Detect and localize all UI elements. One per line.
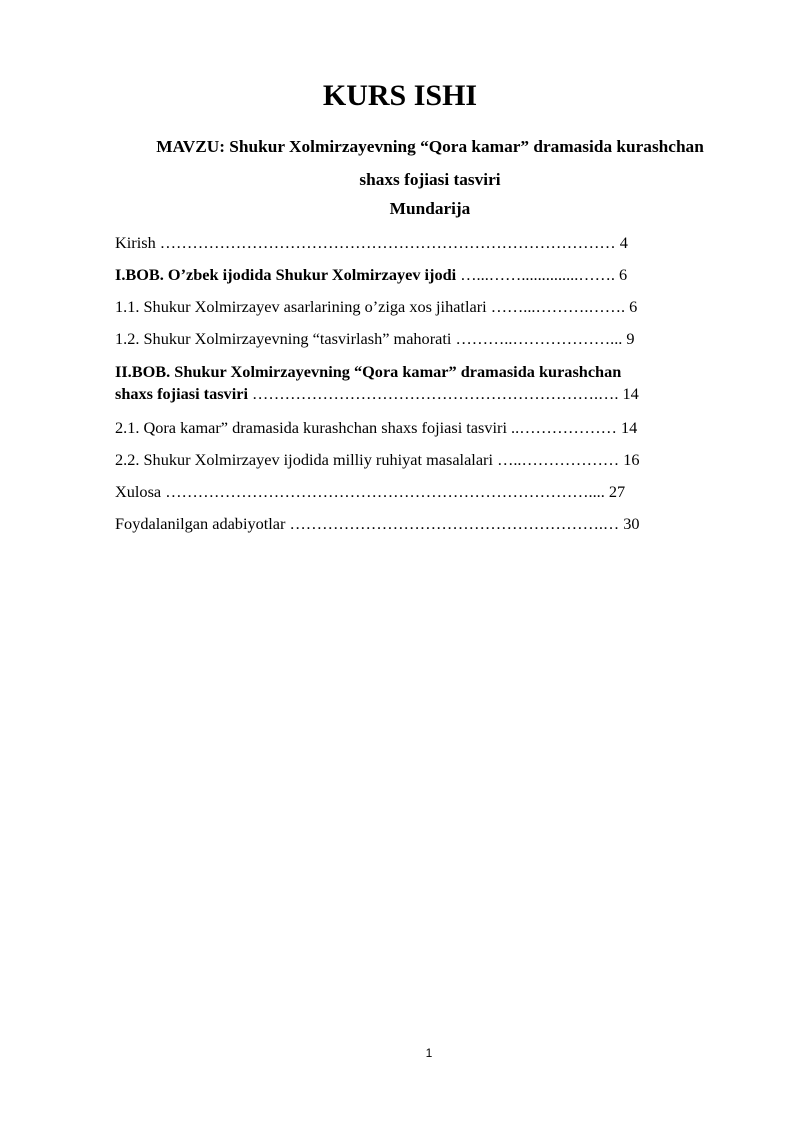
toc-entry-2-2: 2.2. Shukur Xolmirzayev ijodida milliy ruhiyat masalalari …..……………… 16 <box>115 450 640 469</box>
toc-entry-chapter-2-title-line-2: shaxs fojiasi tasviri <box>115 384 248 403</box>
toc-entry-2-1: 2.1. Qora kamar” dramasida kurashchan shaxs fojiasi tasviri ..……………… 14 <box>115 418 638 437</box>
subject-line-1: MAVZU: Shukur Xolmirzayevning “Qora kamar” dramasida kurashchan <box>156 137 704 156</box>
toc-entry-chapter-2-title-line-1: II.BOB. Shukur Xolmirzayevning “Qora kamar” dramasida kurashchan <box>115 362 622 381</box>
table-of-contents <box>115 230 725 543</box>
page-number: 1 <box>425 1046 433 1060</box>
toc-entry-references: Foydalanilgan adabiyotlar ………………………………………………….… 30 <box>115 514 640 533</box>
toc-heading: Mundarija <box>389 199 471 218</box>
toc-entry-chapter-2 <box>115 358 725 415</box>
toc-entry-xulosa: Xulosa …………………………………………………………………….... 27 <box>115 482 626 501</box>
toc-entry-1-2: 1.2. Shukur Xolmirzayevning “tasvirlash” mahorati ………..………………... 9 <box>115 329 635 348</box>
subject-line-2: shaxs fojiasi tasviri <box>359 170 501 189</box>
toc-entry-1-1: 1.1. Shukur Xolmirzayev asarlarining o’ziga xos jihatlari ……...……….……. 6 <box>115 297 638 316</box>
toc-entry-kirish: Kirish ………………………………………………………………………… 4 <box>115 233 628 252</box>
toc-entry-chapter-1 <box>115 262 725 294</box>
subject-heading <box>115 130 745 196</box>
toc-entry-chapter-2-leader: ……………………………………………………….…. 14 <box>247 384 639 403</box>
toc-entry-chapter-1-leader: …...……..............……. 6 <box>456 265 628 284</box>
toc-entry-chapter-1-title: I.BOB. O’zbek ijodida Shukur Xolmirzayev ijodi <box>115 265 457 284</box>
document-title: KURS ISHI <box>322 79 478 112</box>
